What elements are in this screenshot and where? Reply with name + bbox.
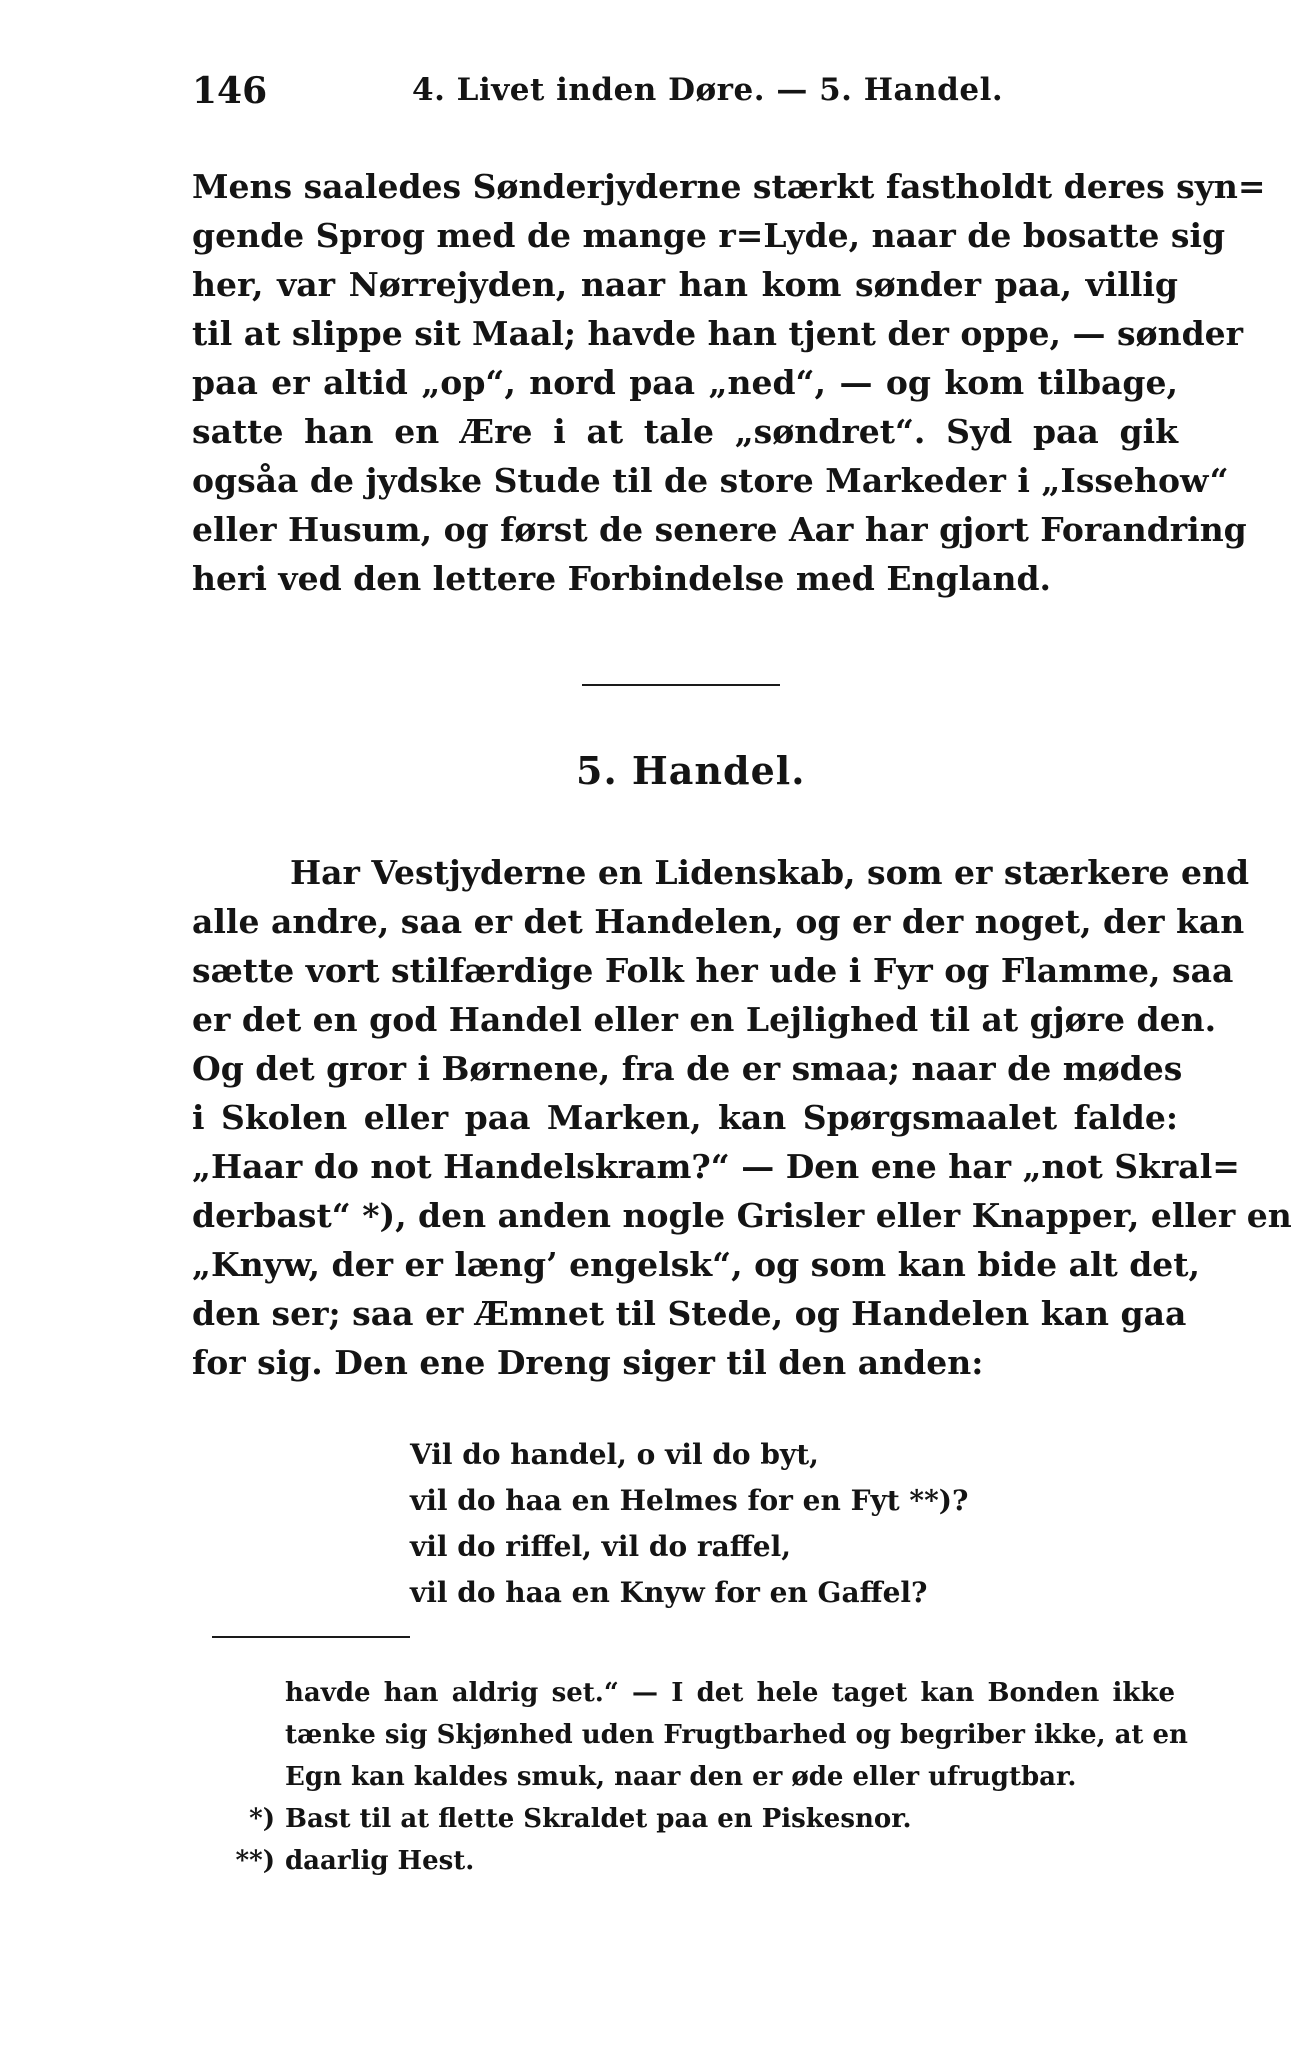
verse-line: Vil do handel, o vil do byt, <box>410 1438 819 1471</box>
footnotes <box>215 1672 1188 1882</box>
text-line: eller Husum, og først de senere Aar har gjort Forandring <box>192 510 1247 549</box>
footnote-2 <box>215 1840 1175 1882</box>
text-line: Og det gror i Børnene, fra de er smaa; naar de mødes <box>192 1049 1183 1088</box>
footnote-marker: *) <box>249 1804 275 1834</box>
footnote-line: Egn kan kaldes smuk, naar den er øde eller ufrugtbar. <box>285 1762 1077 1792</box>
text-line: sætte vort stilfærdige Folk her ude i Fyr og Flamme, saa <box>192 951 1234 990</box>
text-line: den ser; saa er Æmnet til Stede, og Handelen kan gaa <box>192 1294 1187 1333</box>
verse-line: vil do riffel, vil do raffel, <box>410 1530 791 1563</box>
text-line: alle andre, saa er det Handelen, og er der noget, der kan <box>192 902 1245 941</box>
text-line: satte han en Ære i at tale „søndret“. Syd paa gik <box>192 412 1178 451</box>
paragraph-2 <box>192 848 1292 1387</box>
text-line: gende Sprog med de mange r=Lyde, naar de bosatte sig <box>192 216 1226 255</box>
verse-line: vil do haa en Knyw for en Gaffel? <box>410 1576 928 1609</box>
page-header <box>192 70 1052 120</box>
text-line: ogsåa de jydske Stude til de store Markeder i „Issehow“ <box>192 461 1229 500</box>
footnote-text: Bast til at flette Skraldet paa en Piskesnor. <box>285 1804 912 1834</box>
text-line: heri ved den lettere Forbindelse med England. <box>192 559 1052 598</box>
paragraph-1 <box>192 162 1266 603</box>
text-line: „Knyw, der er læng’ engelsk“, og som kan bide alt det, <box>192 1245 1201 1284</box>
text-line: er det en god Handel eller en Lejlighed til at gjøre den. <box>192 1000 1217 1039</box>
footnote-text: daarlig Hest. <box>285 1846 475 1876</box>
text-line: til at slippe sit Maal; havde han tjent der oppe, — sønder <box>192 314 1244 353</box>
footnote-divider <box>212 1636 410 1638</box>
page-number: 146 <box>192 70 268 112</box>
section-heading: 5. Handel. <box>576 748 806 793</box>
verse-block <box>410 1432 1010 1616</box>
footnote-line: havde han aldrig set.“ — I det hele taget kan Bonden ikke <box>285 1678 1175 1708</box>
text-line: „Haar do not Handelskram?“ — Den ene har „not Skral= <box>192 1147 1240 1186</box>
footnote-1 <box>215 1798 1175 1840</box>
running-head: 4. Livet inden Døre. — 5. Handel. <box>412 72 1004 108</box>
section-divider <box>582 684 780 686</box>
verse-line: vil do haa en Helmes for en Fyt **)? <box>410 1484 969 1517</box>
footnote-continuation <box>215 1672 1188 1798</box>
text-line: derbast“ *), den anden nogle Grisler eller Knapper, eller en <box>192 1196 1292 1235</box>
text-line: for sig. Den ene Dreng siger til den anden: <box>192 1343 984 1382</box>
footnote-line: tænke sig Skjønhed uden Frugtbarhed og begriber ikke, at en <box>285 1720 1188 1750</box>
text-line: i Skolen eller paa Marken, kan Spørgsmaalet falde: <box>192 1098 1178 1137</box>
footnote-marker: **) <box>235 1846 275 1876</box>
text-line: Mens saaledes Sønderjyderne stærkt fastholdt deres syn= <box>192 167 1266 206</box>
text-line: her, var Nørrejyden, naar han kom sønder paa, villig <box>192 265 1178 304</box>
text-line: paa er altid „op“, nord paa „ned“, — og kom tilbage, <box>192 363 1178 402</box>
text-line: Har Vestjyderne en Lidenskab, som er stærkere end <box>290 853 1250 892</box>
